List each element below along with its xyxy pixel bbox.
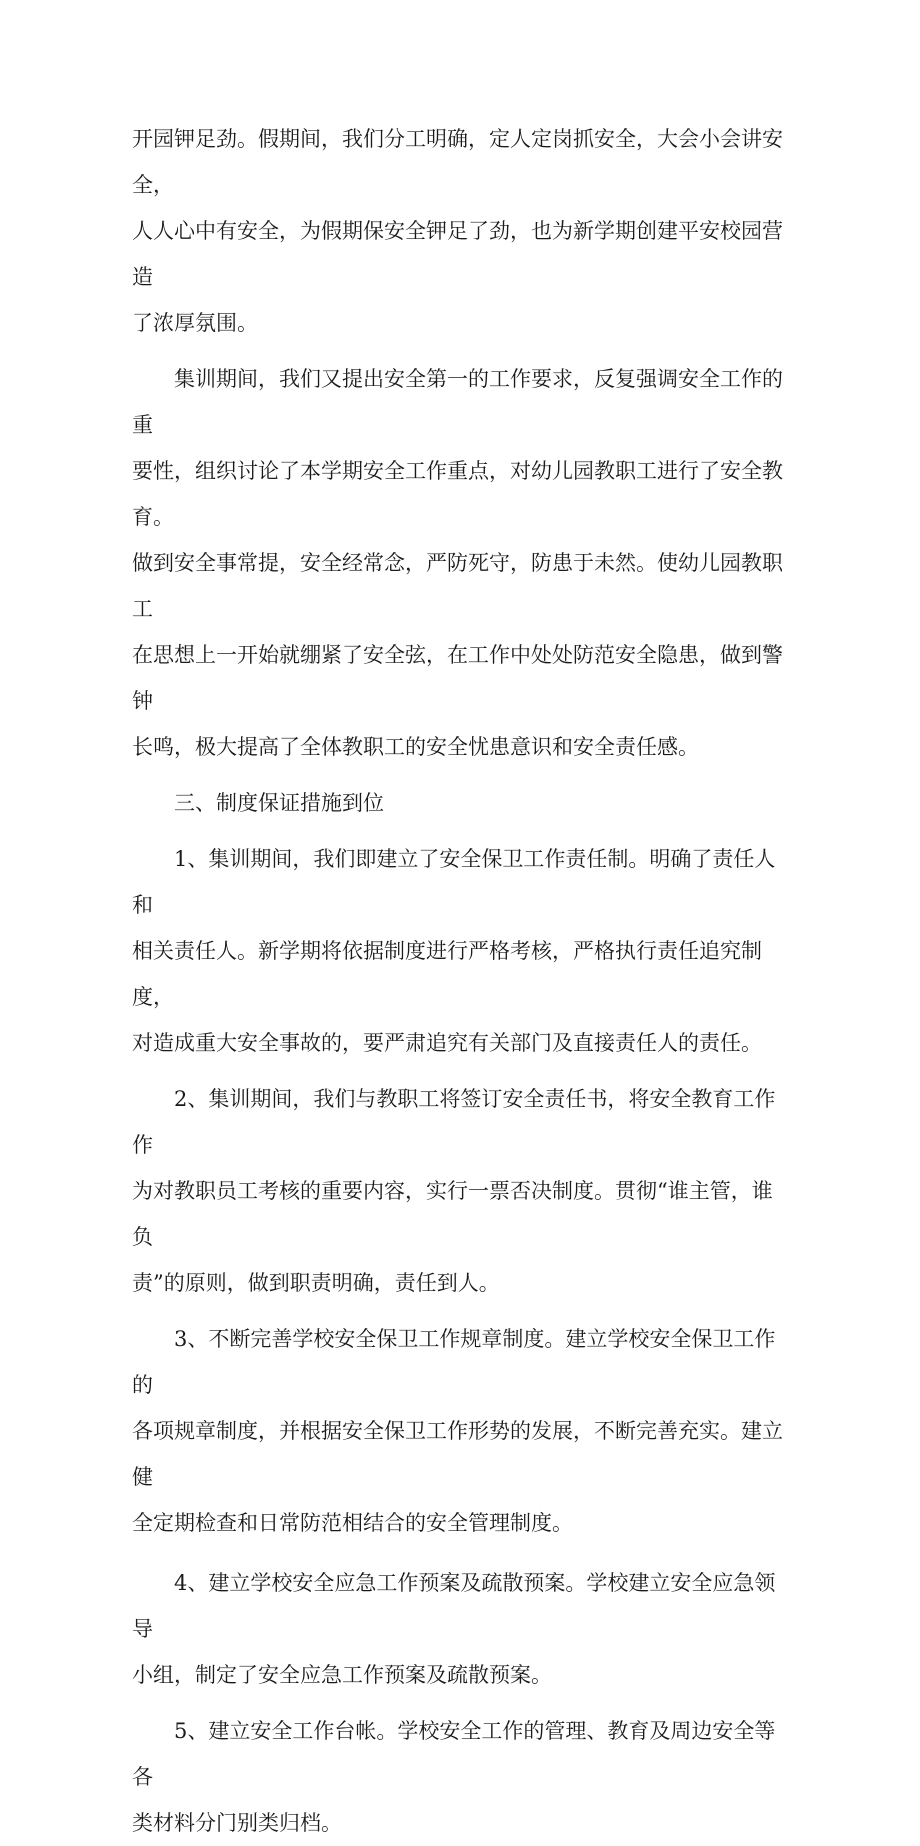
paragraph-item-4: 4、建立学校安全应急工作预案及疏散预案。学校建立安全应急领导 小组，制定了安全应急工作预案及疏散预案。 xyxy=(132,1571,776,1687)
paragraph-item-5: 5、建立安全工作台帐。学校安全工作的管理、教育及周边安全等各 类材料分门别类归档。 xyxy=(132,1719,776,1835)
paragraph-item-2: 2、集训期间，我们与教职工将签订安全责任书，将安全教育工作作 为对教职员工考核的重要内容，实行一票否决制度。贯彻“谁主管，谁负 责”的原则，做到职责明确，责任到人。 xyxy=(132,1087,776,1295)
document-body xyxy=(132,116,792,1846)
section-heading: 三、制度保证措施到位 xyxy=(174,791,384,815)
paragraph-item-1: 1、集训期间，我们即建立了安全保卫工作责任制。明确了责任人和 相关责任人。新学期将依据制度进行严格考核，严格执行责任追究制度， 对造成重大安全事故的，要严肃追究有关部门及直接责任人的责任。 xyxy=(132,847,776,1055)
paragraph-training: 集训期间，我们又提出安全第一的工作要求，反复强调安全工作的重 要性，组织讨论了本学期安全工作重点，对幼儿园教职工进行了安全教育。 做到安全事常提，安全经常念，严防死守，防患于未然。使幼儿园教职工 在思想上一开始就绷紧了安全弦，在工作中处处防范安全隐患，做到警钟 长鸣，极大提高了全体教职工的安全忧患意识和安全责任感。 xyxy=(132,367,783,759)
paragraph-continued: 开园钾足劲。假期间，我们分工明确，定人定岗抓安全，大会小会讲安全， 人人心中有安全，为假期保安全钾足了劲，也为新学期创建平安校园营造 了浓厚氛围。 xyxy=(132,127,783,335)
paragraph-item-3: 3、不断完善学校安全保卫工作规章制度。建立学校安全保卫工作的 各项规章制度，并根据安全保卫工作形势的发展，不断完善充实。建立健 全定期检查和日常防范相结合的安全管理制度。 xyxy=(132,1327,783,1535)
